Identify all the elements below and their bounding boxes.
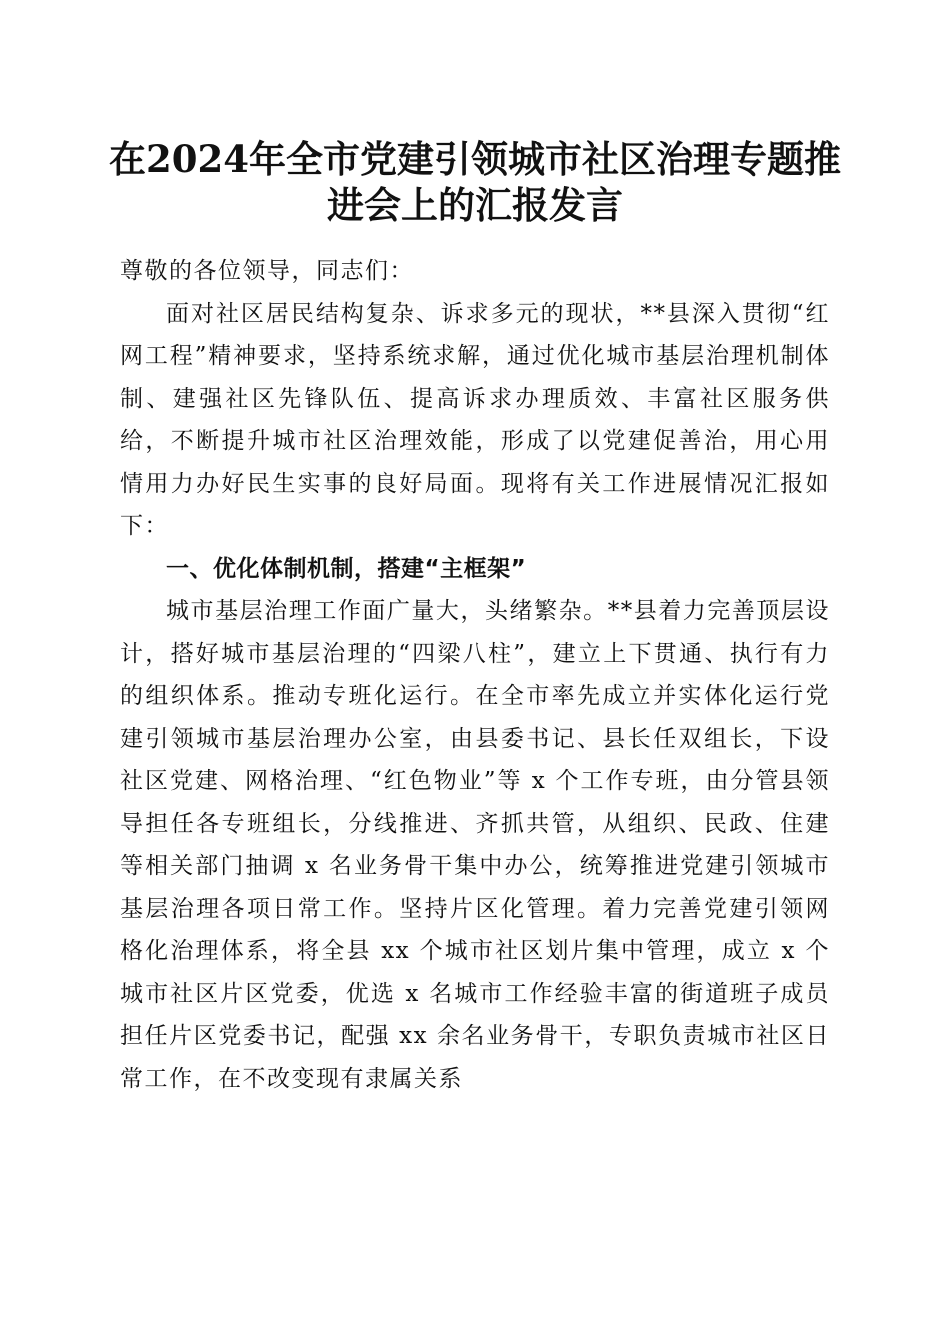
document-body	[120, 250, 830, 1100]
salutation: 尊敬的各位领导，同志们：	[120, 258, 414, 284]
section-1-paragraph: 城市基层治理工作面广量大，头绪繁杂。**县着力完善顶层设计，搭好城市基层治理的“四梁八柱”，建立上下贯通、执行有力的组织体系。推动专班化运行。在全市率先成立并实体化运行党建引领城市基层治理办公室，由县委书记、县长任双组长，下设社区党建、网格治理、“红色物业”等 x 个工作专班，由分管县领导担任各专班组长，分线推进、齐抓共管，从组织、民政、住建等相关部门抽调 x 名业务骨干集中办公，统筹推进党建引领城市基层治理各项日常工作。坚持片区化管理。着力完善党建引领网格化治理体系，将全县 xx 个城市社区划片集中管理，成立 x 个城市社区片区党委，优选 x 名城市工作经验丰富的街道班子成员担任片区党委书记，配强 xx 余名业务骨干，专职负责城市社区日常工作，在不改变现有隶属关系	[120, 598, 830, 1092]
section-heading-1: 一、优化体制机制，搭建“主框架”	[166, 555, 527, 582]
intro-paragraph: 面对社区居民结构复杂、诉求多元的现状，**县深入贯彻“红网工程”精神要求，坚持系统求解，通过优化城市基层治理机制体制、建强社区先锋队伍、提高诉求办理质效、丰富社区服务供给，不断提升城市社区治理效能，形成了以党建促善治，用心用情用力办好民生实事的良好局面。现将有关工作进展情况汇报如下：	[120, 300, 830, 539]
document-title: 在2024年全市党建引领城市社区治理专题推进会上的汇报发言	[109, 137, 841, 227]
